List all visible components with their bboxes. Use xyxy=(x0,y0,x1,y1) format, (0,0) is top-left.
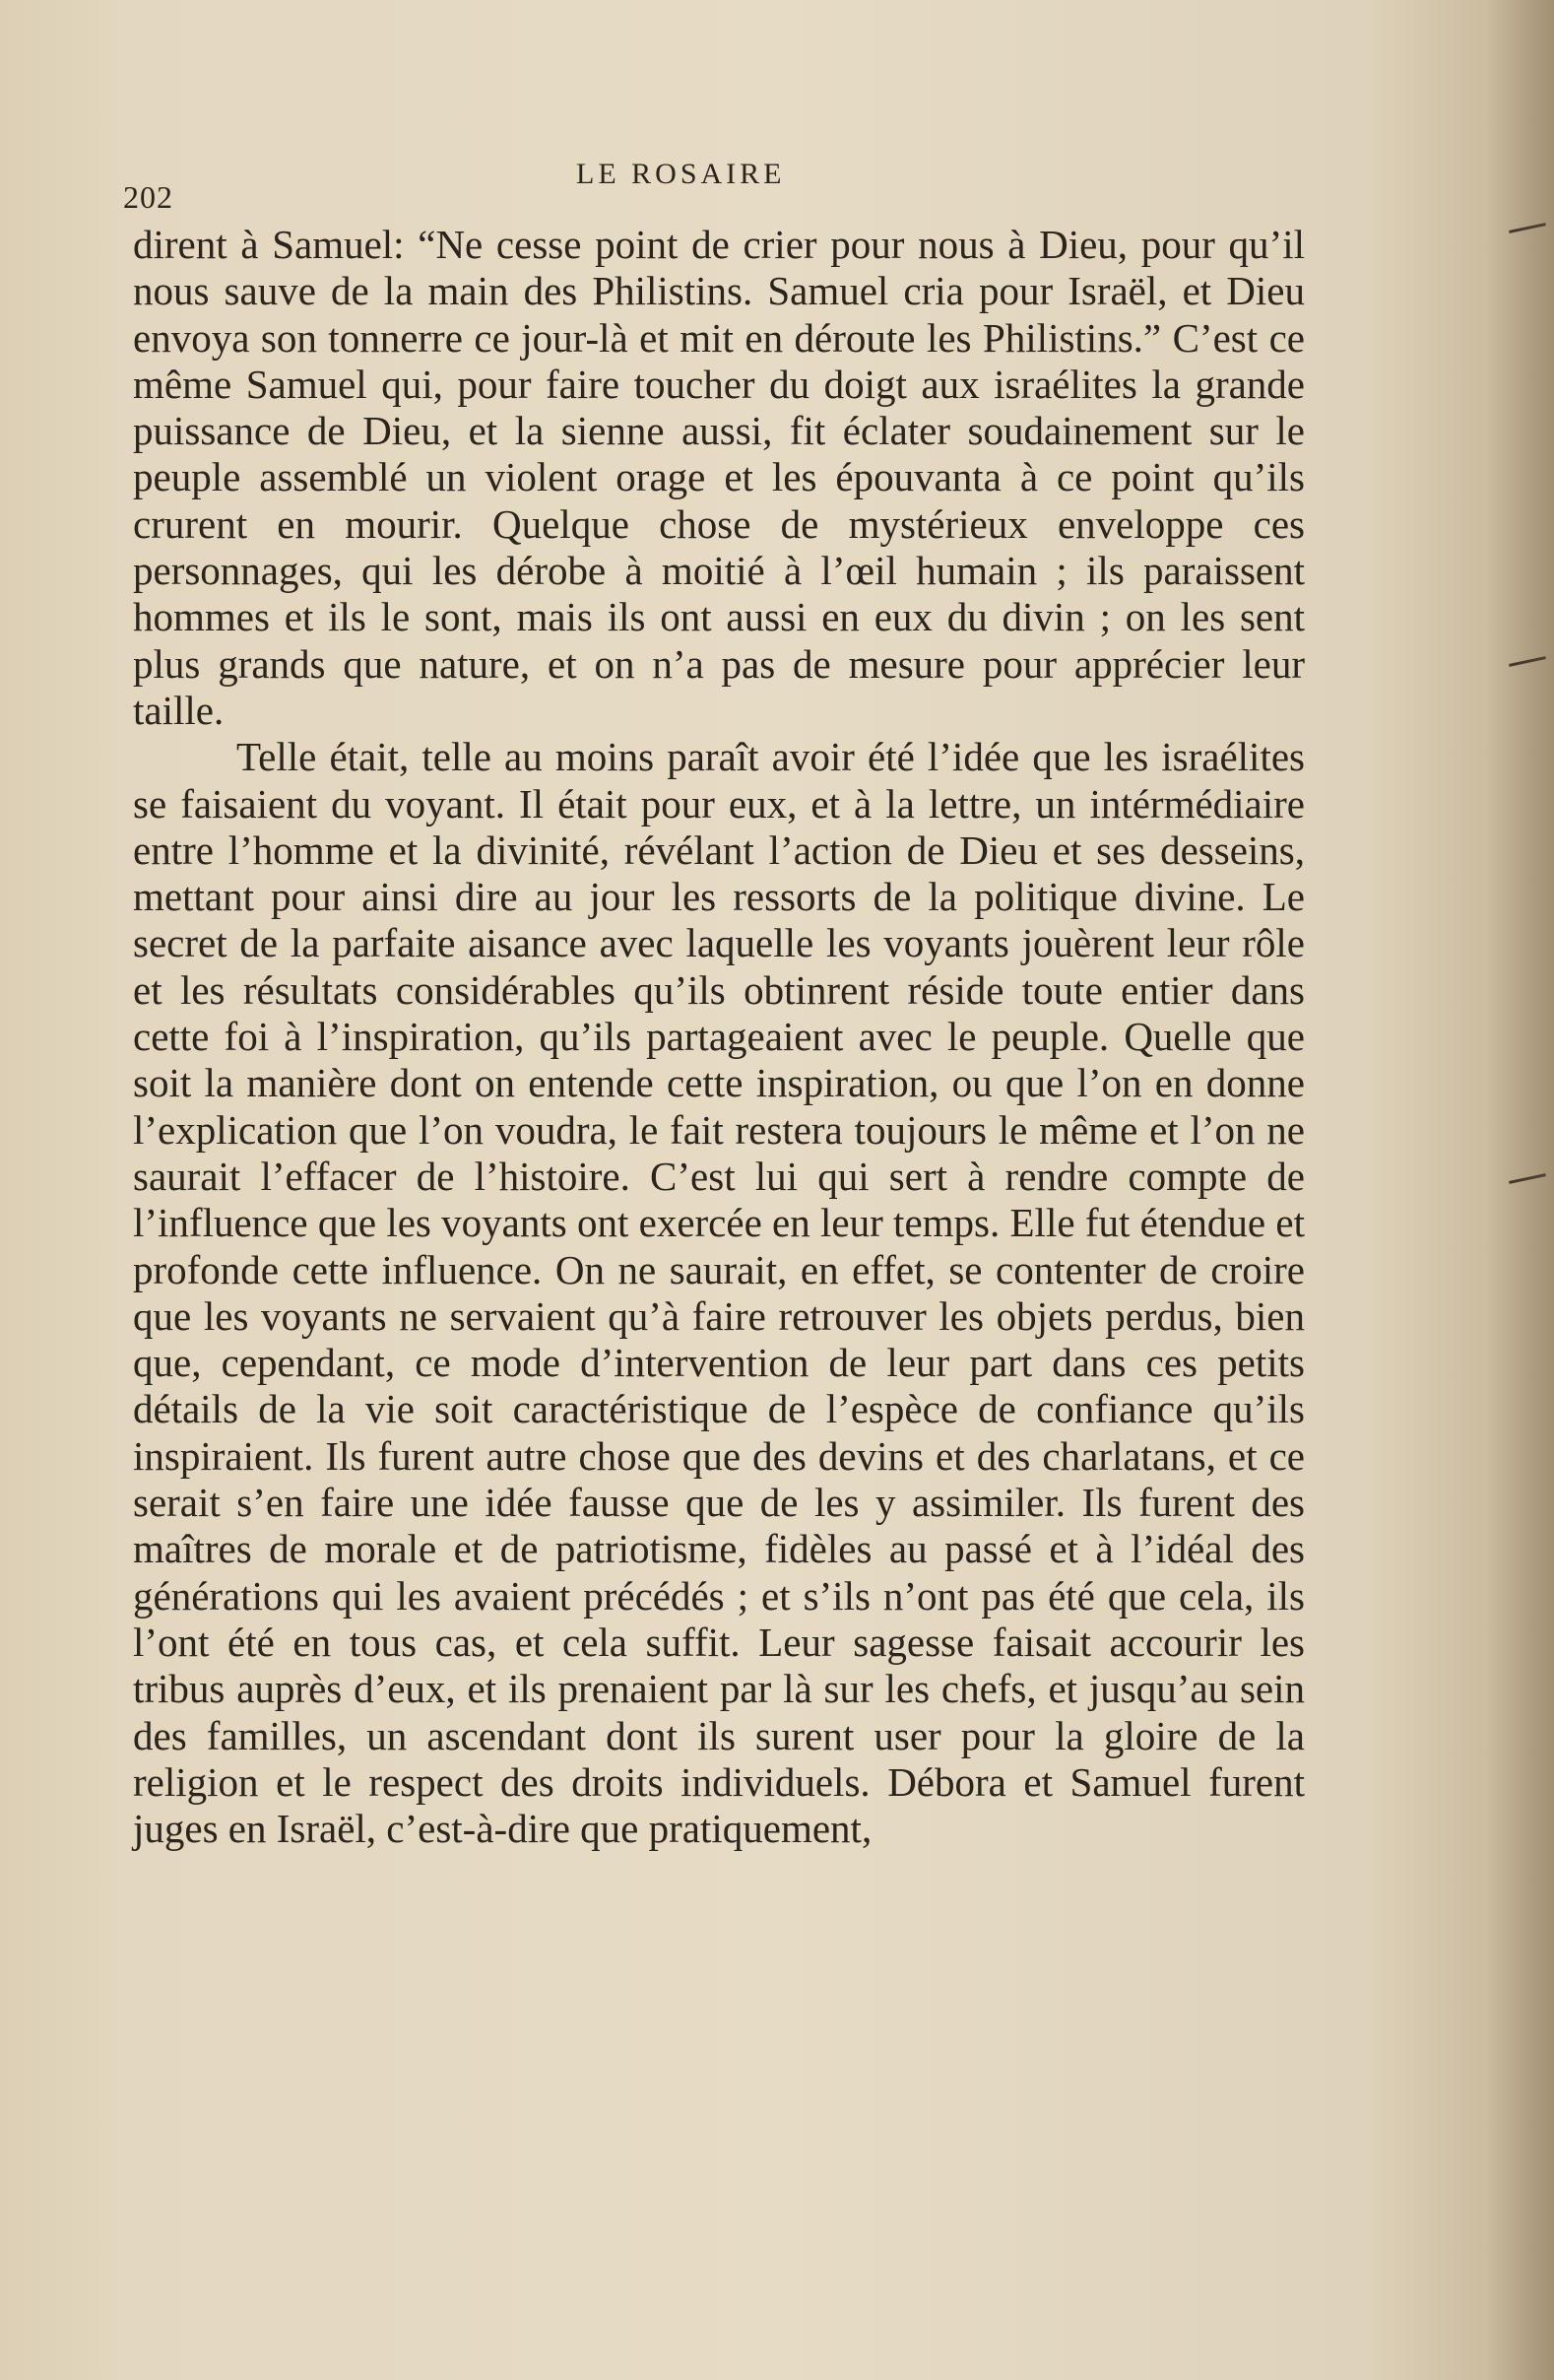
running-head xyxy=(123,158,1305,215)
page-edge-mark xyxy=(1509,1173,1546,1184)
body-text xyxy=(133,222,1305,1852)
running-title: LE ROSAIRE xyxy=(576,158,786,190)
page-edge-mark xyxy=(1509,656,1546,667)
paragraph-1: dirent à Samuel: “Ne cesse point de crier pour nous à Dieu, pour qu’il nous sauve de la main des Philistins. Samuel cria pour Israël, et Dieu envoya son tonnerre ce jour-là et mit en déroute les Philistins.” C’est ce même Samuel qui, pour faire toucher du doigt aux israélites la grande puissance de Dieu, et la sienne aussi, fit éclater soudainement sur le peuple assemblé un violent orage et les épouvanta à ce point qu’ils crurent en mourir. Quelque chose de mystérieux enveloppe ces personnages, qui les dérobe à moitié à l’œil humain ; ils paraissent hommes et ils le sont, mais ils ont aussi en eux du divin ; on les sent plus grands que nature, et on n’a pas de mesure pour apprécier leur taille. xyxy=(133,222,1305,733)
page-number: 202 xyxy=(123,179,173,215)
paragraph-2: Telle était, telle au moins paraît avoir été l’idée que les israélites se faisaient du voyant. Il était pour eux, et à la lettre, un intérmédiaire entre l’homme et la divinité, révélant l’action de Dieu et ses desseins, mettant pour ainsi dire au jour les ressorts de la politique divine. Le secret de la parfaite aisance avec laquelle les voyants jouèrent leur rôle et les résultats considérables qu’ils obtinrent réside toute entier dans cette foi à l’inspiration, qu’ils partageaient avec le peuple. Quelle que soit la manière dont on entende cette inspiration, ou que l’on en donne l’explication que l’on voudra, le fait restera toujours le même et l’on ne saurait l’effacer de l’histoire. C’est lui qui sert à rendre compte de l’influence que les voyants ont exercée en leur temps. Elle fut étendue et profonde cette influence. On ne saurait, en effet, se contenter de croire que les voyants ne servaient qu’à faire retrouver les objets perdus, bien que, cependant, ce mode d’intervention de leur part dans ces petits détails de la vie soit caractéristique de l’espèce de confiance qu’ils inspiraient. Ils furent autre chose que des devins et des charlatans, et ce serait s’en faire une idée fausse que de les y assimiler. Ils furent des maîtres de morale et de patriotisme, fidèles au passé et à l’idéal des générations qui les avaient précédés ; et s’ils n’ont pas été que cela, ils l’ont été en tous cas, et cela suffit. Leur sagesse faisait accourir les tribus auprès d’eux, et ils prenaient par là sur les chefs, et jusqu’au sein des familles, un ascendant dont ils surent user pour la gloire de la religion et le respect des droits individuels. Débora et Samuel furent juges en Israël, c’est-à-dire que pratiquement, xyxy=(133,734,1305,1852)
page-edge-mark xyxy=(1509,223,1546,233)
